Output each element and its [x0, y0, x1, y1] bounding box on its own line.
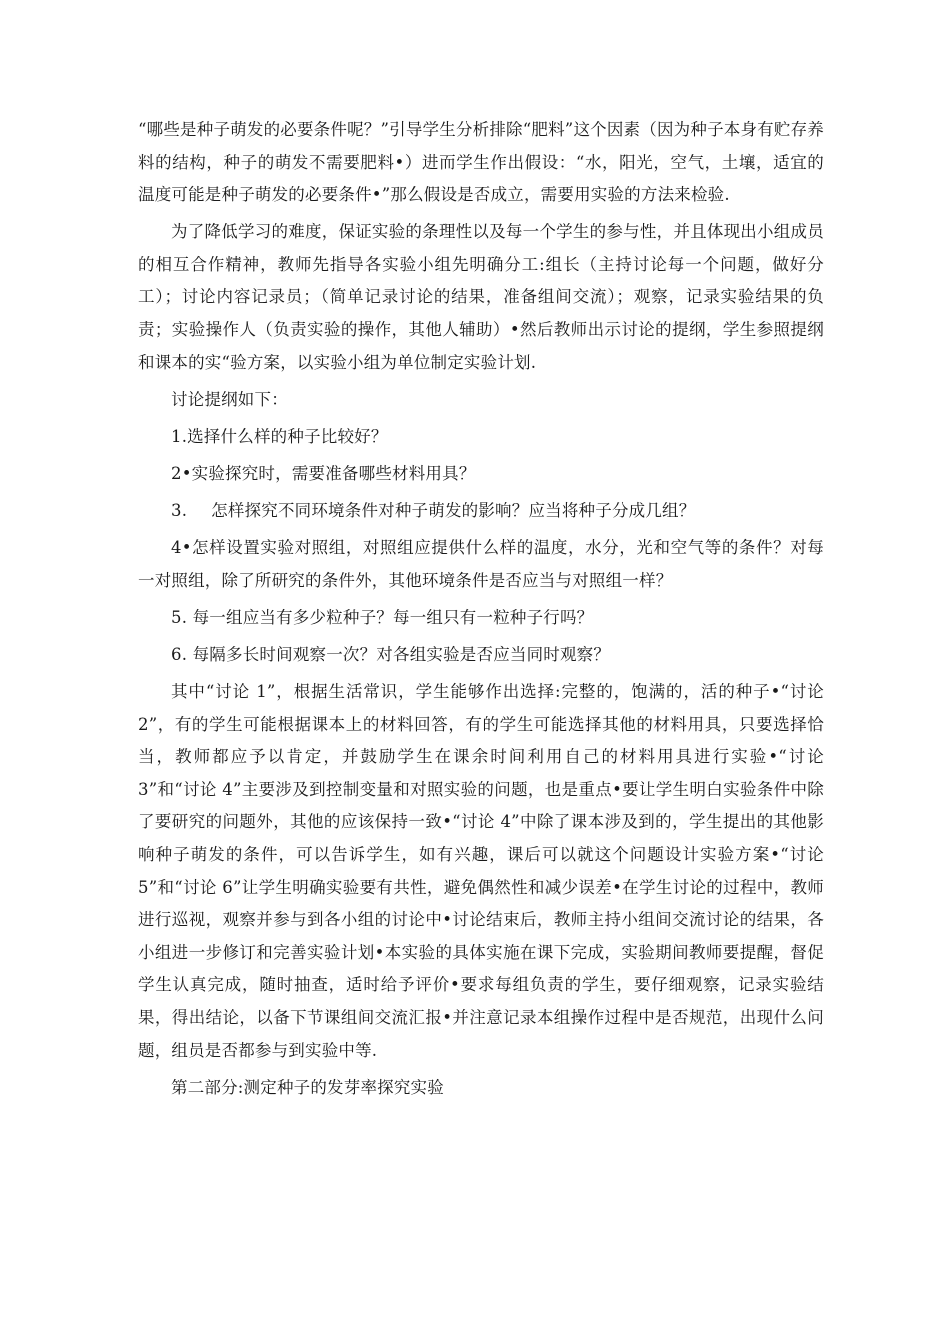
paragraph-grouping: 为了降低学习的难度，保证实验的条理性以及每一个学生的参与性，并且体现出小组成员的相互合作精神，教师先指导各实验小组先明确分工:组长（主持讨论每一个问题，做好分工）；讨论内容记录员；（简单记录讨论的结果，准备组间交流）；观察，记录实验结果的负责；实验操作人（负责实验的操作，其他人辅助）•然后教师出示讨论的提纲，学生参照提纲和课本的实“验方案，以实验小组为单位制定实验计划.: [138, 222, 824, 372]
paragraph-discussion: 其中“讨论 1”，根据生活常识，学生能够作出选择:完整的，饱满的，活的种子•“讨论 2”，有的学生可能根据课本上的材料回答，有的学生可能选择其他的材料用具，只要选择恰当，教师都应予以肯定，并鼓励学生在课余时间利用自己的材料用具进行实验•“讨论 3”和“讨论 4”主要涉及到控制变量和对照实验的问题，也是重点•要让学生明白实验条件中除了要研究的问题外，其他的应该保持一致•“讨论 4”中除了课本涉及到的，学生提出的其他影响种子萌发的条件，可以告诉学生，如有兴趣，课后可以就这个问题设计实验方案•“讨论 5”和“讨论 6”让学生明确实验要有共性，避免偶然性和减少误差•在学生讨论的过程中，教师进行巡视，观察并参与到各小组的讨论中•讨论结束后，教师主持小组间交流讨论的结果，各小组进一步修订和完善实验计划•本实验的具体实施在课下完成，实验期间教师要提醒，督促学生认真完成，随时抽查，适时给予评价•要求每组负责的学生，要仔细观察，记录实验结果，得出结论，以备下节课组间交流汇报•并注意记录本组操作过程中是否规范，出现什么问题，组员是否都参与到实验中等.: [138, 682, 824, 1060]
outline-item-1: 1.选择什么样的种子比较好？: [171, 426, 388, 446]
document-body: [138, 114, 824, 1109]
outline-item-2: 2•实验探究时，需要准备哪些材料用具？: [171, 463, 476, 483]
outline-item-5: 5. 每一组应当有多少粒种子？每一组只有一粒种子行吗？: [171, 607, 594, 627]
outline-item-3-text: 怎样探究不同环境条件对种子萌发的影响？应当将种子分成几组？: [211, 501, 696, 521]
outline-item-3: [138, 495, 824, 528]
outline-item-3-number: 3.: [171, 501, 188, 521]
outline-item-6: 6. 每隔多长时间观察一次？对各组实验是否应当同时观察？: [171, 644, 611, 664]
outline-item-4: 4•怎样设置实验对照组，对照组应提供什么样的温度，水分，光和空气等的条件？对每一对照组，除了所研究的条件外，其他环境条件是否应当与对照组一样？: [138, 538, 824, 590]
section-heading-part-two: 第二部分:测定种子的发芽率探究实验: [171, 1077, 444, 1097]
paragraph-outline-heading: 讨论提纲如下：: [171, 389, 288, 409]
paragraph-intro: “哪些是种子萌发的必要条件呢？”引导学生分析排除“肥料”这个因素（因为种子本身有贮存养料的结构，种子的萌发不需要肥料•）进而学生作出假设：“水，阳光，空气，土壤，适宜的温度可能是种子萌发的必要条件•”那么假设是否成立，需要用实验的方法来检验.: [138, 120, 824, 205]
